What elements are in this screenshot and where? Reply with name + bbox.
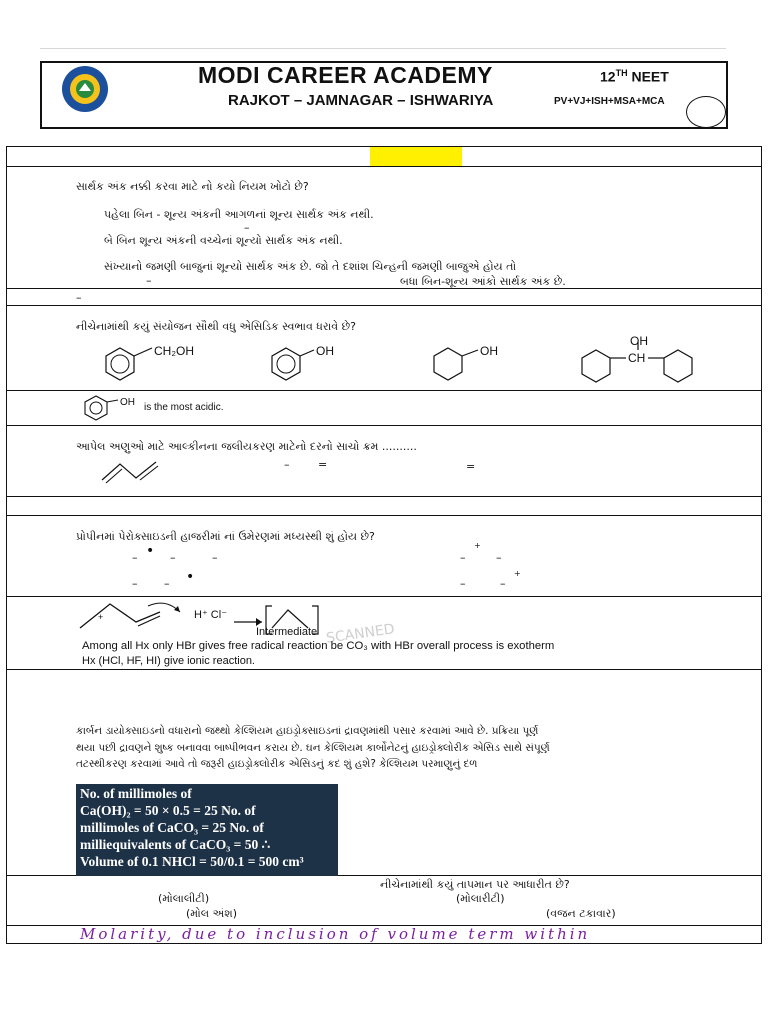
answer-oh-label: OH (120, 397, 135, 408)
row-divider (6, 425, 762, 426)
q3-question: આપેલ અણુઓ માટે આલ્કીનના જલીયકરણ માટેનો દરનો સાચો ક્રમ .......... (76, 440, 417, 453)
q1-option-c: સંખ્યાનો જમણી બાજુનાં શૂન્યો સાર્થક અંક છે. જો તે દશાંશ ચિન્હની જમણી બાજુએ હોય તો (104, 260, 517, 273)
solution-line: No. of millimoles of (80, 786, 192, 801)
q4-option-b-bond: – (496, 551, 502, 564)
q2-label-oh-top: OH (630, 334, 648, 348)
q6-question: નીચેનામાંથી કયું તાપમાન પર આધારીત છે? (380, 878, 570, 891)
q3-bond: = (466, 460, 476, 473)
q5-line-2: થયા પછી દ્રાવણને શુષ્ક બનાવવા બાષ્પીભવન કરાય છે. ઘન કેલ્શિયમ કાર્બોનેટનું હાઇડ્રોક્લોરીક એસિડ સાથે સંપૂર્ણ (76, 742, 550, 754)
exam-name: NEET (631, 68, 669, 85)
phenol-answer-structure (80, 394, 122, 422)
q3-bond: = (318, 458, 328, 471)
solution-plus: + (98, 612, 104, 622)
q5-line-3: તટસ્થીકરણ કરવામાં આવે તો જરૂરી હાઇડ્રોક્લોરીક એસિડનું કદ શું હશે? કેલ્શિયમ પરમાણુનું દળ (76, 758, 478, 770)
academy-branches: RAJKOT – JAMNAGAR – ISHWARIYA (228, 92, 494, 109)
grade-suffix-sup: TH (615, 68, 628, 78)
q4-plus-charge: + (514, 569, 521, 578)
row-divider (6, 305, 762, 306)
answer-dash: – (76, 291, 82, 304)
solution-note-1: Among all Hx only HBr gives free radical reaction be CO₃ with HBr overall process is exotherm (82, 640, 555, 652)
q4-option-a-bond: – (132, 551, 138, 564)
top-rule (40, 48, 726, 49)
academy-title: MODI CAREER ACADEMY (198, 62, 493, 88)
q4-option-b-bond: – (460, 551, 466, 564)
row-divider (6, 669, 762, 670)
watermark-text: SCANNED (325, 621, 396, 647)
q1-option-b: બે બિન શૂન્ય અંકની વચ્ચેનાં શૂન્યો સાર્થક અંક નથી. (104, 234, 343, 247)
q6-option-a: (મોલાલીટી) (158, 892, 210, 905)
q1-option-d: બધા બિન-શૂન્ય આંકો સાર્થક અંક છે. (400, 275, 566, 288)
q5-line-1: કાર્બન ડાયોક્સાઇડનો વધારાનો જથ્થો કેલ્શિયમ હાઇડ્રોક્સાઇડનાં દ્રાવણમાંથી પસાર કરવામાં આવે છે. પ્રક્રિયા પૂર્ણ (76, 725, 539, 737)
q1-option-a: પહેલા બિન - શૂન્ય અંકની આગળનાં શૂન્ય સાર્થક અંક નથી. (104, 208, 374, 221)
solution-note-2: Hx (HCl, HF, HI) give ionic reaction. (82, 655, 255, 667)
butadiene-structure (100, 456, 170, 486)
q6-option-d: (વજન ટકાવાર) (546, 907, 616, 920)
q4-option-a-bond: – (170, 551, 176, 564)
solution-image-box (76, 784, 338, 876)
row-divider (6, 596, 762, 597)
q2-question: નીચેનામાંથી કયું સંયોજન સૌથી વધુ એસિડિક સ્વભાવ ધરાવે છે? (76, 320, 356, 333)
q6-option-c: (મોલ અંશ) (186, 907, 237, 920)
q1-dash: – (244, 221, 250, 234)
q1-question: સાર્થક અંક નક્કી કરવા માટે નો કયો નિયમ ખોટો છે? (76, 180, 309, 193)
q4-question: પ્રોપીનમાં પેરોક્સાઇડની હાજરીમાં નાં ઉમેરણમાં મધ્યસ્થી શું હોય છે? (76, 530, 375, 543)
solution-line: milliequivalents of CaCO₃ = 50 ∴ (80, 837, 271, 852)
row-divider (6, 496, 762, 497)
q4-option-a-bond: – (212, 551, 218, 564)
q3-bond: – (284, 458, 290, 471)
row-divider (6, 166, 762, 167)
academy-logo (60, 64, 110, 114)
q4-option-d-bond: – (500, 577, 506, 590)
class-label (600, 68, 669, 85)
q2-label-ch2oh: CH₂OH (154, 344, 194, 358)
row-divider (6, 390, 762, 391)
intermediate-label: Intermediate (256, 626, 318, 638)
solution-line: Volume of 0.1 NHCl = 50/0.1 = 500 cm³ (80, 854, 304, 869)
q1-dash: – (146, 274, 152, 287)
q2-label-ch: CH (628, 351, 646, 365)
q4-radical-dot: • (186, 569, 195, 585)
q4-option-d-bond: – (460, 577, 466, 590)
q4-option-c-bond: – (132, 577, 138, 590)
solution-line: millimoles of CaCO₃ = 25 No. of (80, 820, 264, 835)
q6-option-b: (મોલારીટી) (456, 892, 505, 905)
q2-label-oh-phenol: OH (316, 344, 334, 358)
row-divider (6, 515, 762, 516)
handwritten-answer: Molarity, due to inclusion of volume term within (80, 925, 591, 943)
batch-code: PV+VJ+ISH+MSA+MCA (554, 96, 665, 107)
highlight-strip (370, 147, 462, 166)
q4-plus-charge: + (474, 541, 481, 550)
row-divider (6, 288, 762, 289)
q2-label-oh-cyclohexanol: OH (480, 344, 498, 358)
answer-text: is the most acidic. (144, 402, 224, 413)
reagent-hcl: H⁺ Cl⁻ (194, 609, 227, 621)
solution-line: Ca(OH)₂ = 50 × 0.5 = 25 No. of (80, 803, 256, 818)
marks-oval (686, 96, 726, 128)
q4-option-c-bond: – (164, 577, 170, 590)
q4-radical-dot: • (146, 543, 155, 559)
grade-number: 12 (600, 68, 616, 85)
